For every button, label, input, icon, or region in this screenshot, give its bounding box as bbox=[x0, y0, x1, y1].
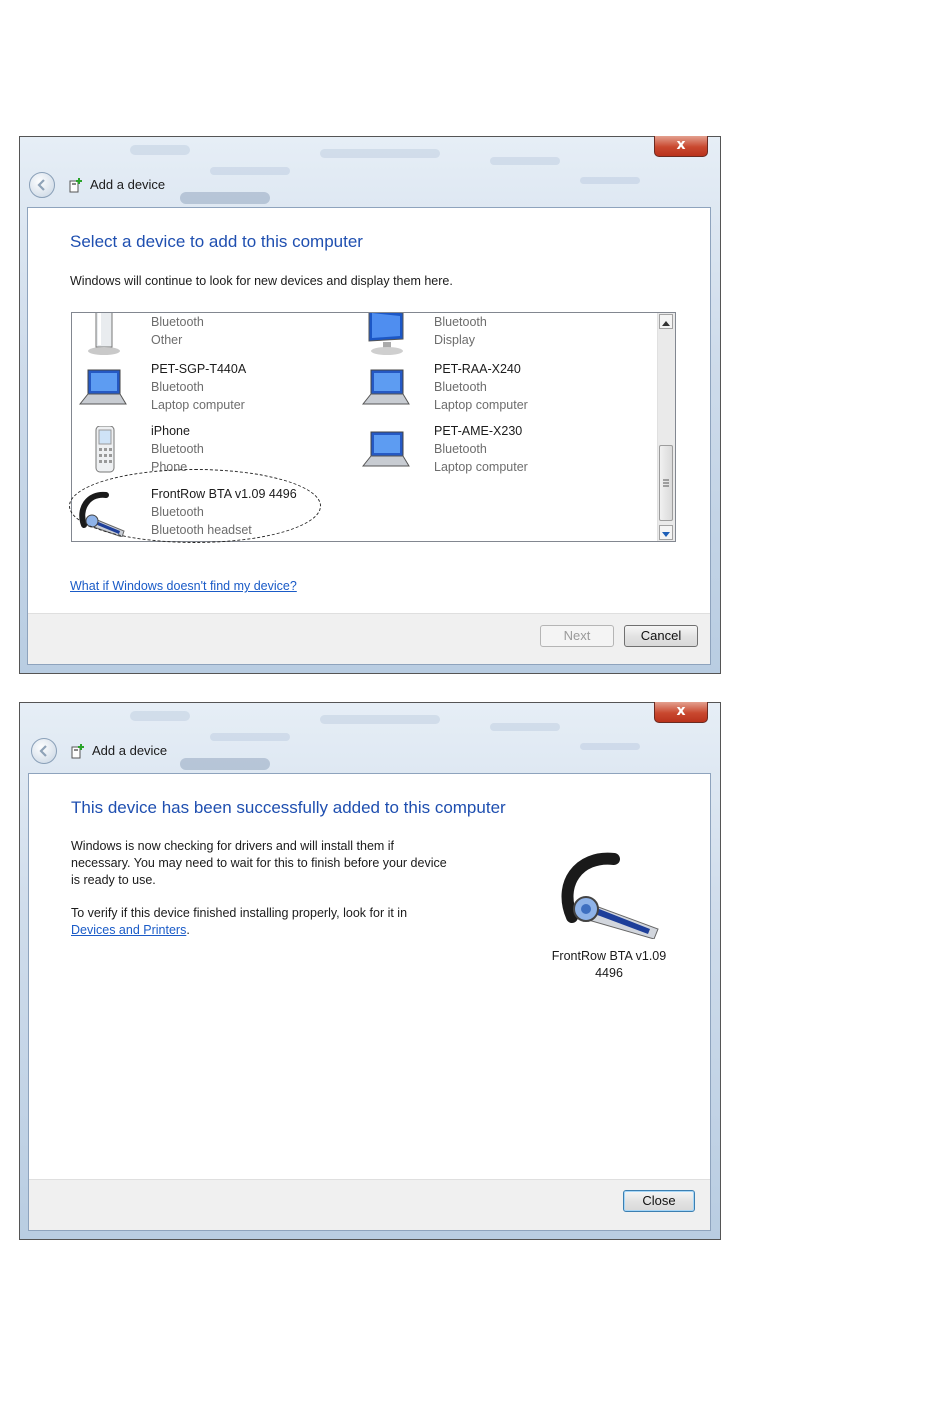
add-device-icon bbox=[68, 177, 84, 193]
scroll-up-button[interactable] bbox=[659, 314, 673, 329]
device-category: Bluetooth headset bbox=[151, 523, 252, 537]
device-type: Bluetooth bbox=[151, 380, 204, 394]
add-device-dialog-select bbox=[19, 136, 721, 674]
status-line: necessary. You may need to wait for this to finish before your device bbox=[71, 856, 447, 870]
device-name: PET-SGP-T440A bbox=[151, 362, 247, 376]
add-device-icon bbox=[70, 743, 86, 759]
device-name-caption bbox=[544, 948, 674, 982]
window-close-button[interactable]: x bbox=[654, 702, 708, 723]
laptop-icon bbox=[359, 364, 411, 412]
verify-text: To verify if this device finished installing properly, look for it in bbox=[71, 906, 408, 920]
device-item-laptop[interactable] bbox=[355, 360, 635, 420]
device-category: Other bbox=[151, 333, 183, 347]
device-type: Bluetooth bbox=[151, 505, 204, 519]
device-category: Laptop computer bbox=[434, 398, 528, 412]
cancel-button[interactable]: Cancel bbox=[624, 625, 698, 647]
device-type: Bluetooth bbox=[151, 442, 204, 456]
page-title: Select a device to add to this computer bbox=[70, 232, 363, 251]
device-item-laptop[interactable] bbox=[355, 422, 635, 482]
add-device-dialog-success bbox=[19, 702, 721, 1240]
device-type: Bluetooth bbox=[434, 315, 487, 329]
description-text: Windows will continue to look for new devices and display them here. bbox=[70, 274, 453, 288]
device-name: PET-AME-X230 bbox=[434, 424, 523, 438]
phone-icon bbox=[76, 426, 128, 474]
dialog-footer bbox=[29, 1179, 710, 1230]
back-arrow-icon bbox=[36, 743, 52, 759]
grip-icon bbox=[660, 446, 672, 520]
device-name-line: 4496 bbox=[595, 966, 623, 980]
status-line: Windows is now checking for drivers and will install them if bbox=[71, 839, 395, 853]
back-arrow-icon bbox=[34, 177, 50, 193]
aero-glass-frame bbox=[20, 137, 720, 207]
window-title: Add a device bbox=[90, 177, 166, 192]
laptop-icon bbox=[359, 426, 411, 474]
verify-suffix: . bbox=[186, 923, 190, 937]
window-close-button[interactable]: x bbox=[654, 136, 708, 157]
verify-message bbox=[71, 905, 407, 939]
dialog-content bbox=[27, 207, 711, 665]
device-name: iPhone bbox=[151, 424, 190, 438]
device-item-laptop[interactable] bbox=[72, 360, 352, 420]
scroll-down-button[interactable] bbox=[659, 525, 673, 540]
aero-glass-frame bbox=[20, 703, 720, 773]
device-name: PET-RAA-X240 bbox=[434, 362, 521, 376]
status-line: is ready to use. bbox=[71, 873, 156, 887]
device-list-scrollbar[interactable] bbox=[657, 313, 675, 541]
headset-icon bbox=[554, 849, 664, 939]
back-button[interactable] bbox=[29, 172, 55, 198]
close-button[interactable]: Close bbox=[623, 1190, 695, 1212]
arrow-up-icon bbox=[660, 317, 672, 330]
help-link[interactable]: What if Windows doesn't find my device? bbox=[70, 579, 297, 593]
device-type: Bluetooth bbox=[434, 442, 487, 456]
window-title: Add a device bbox=[92, 743, 168, 758]
device-item-other[interactable] bbox=[72, 312, 352, 365]
page-title: This device has been successfully added to this computer bbox=[71, 798, 506, 817]
device-type: Bluetooth bbox=[434, 380, 487, 394]
device-category: Display bbox=[434, 333, 475, 347]
device-name: FrontRow BTA v1.09 4496 bbox=[151, 487, 297, 501]
back-button[interactable] bbox=[31, 738, 57, 764]
device-category: Laptop computer bbox=[434, 460, 528, 474]
devices-and-printers-link[interactable]: Devices and Printers bbox=[71, 923, 187, 937]
dialog-footer bbox=[28, 613, 710, 664]
highlight-ellipse bbox=[69, 469, 321, 543]
device-category: Laptop computer bbox=[151, 398, 245, 412]
arrow-down-icon bbox=[660, 528, 672, 541]
device-name-line: FrontRow BTA v1.09 bbox=[551, 949, 667, 963]
tower-icon bbox=[76, 312, 128, 357]
next-button[interactable]: Next bbox=[540, 625, 614, 647]
scroll-thumb[interactable] bbox=[659, 445, 673, 521]
monitor-icon bbox=[359, 312, 411, 357]
laptop-icon bbox=[76, 364, 128, 412]
status-message bbox=[71, 838, 447, 889]
device-type: Bluetooth bbox=[151, 315, 204, 329]
dialog-content bbox=[28, 773, 711, 1231]
device-category: Phone bbox=[151, 460, 188, 474]
device-item-display[interactable] bbox=[355, 312, 635, 365]
